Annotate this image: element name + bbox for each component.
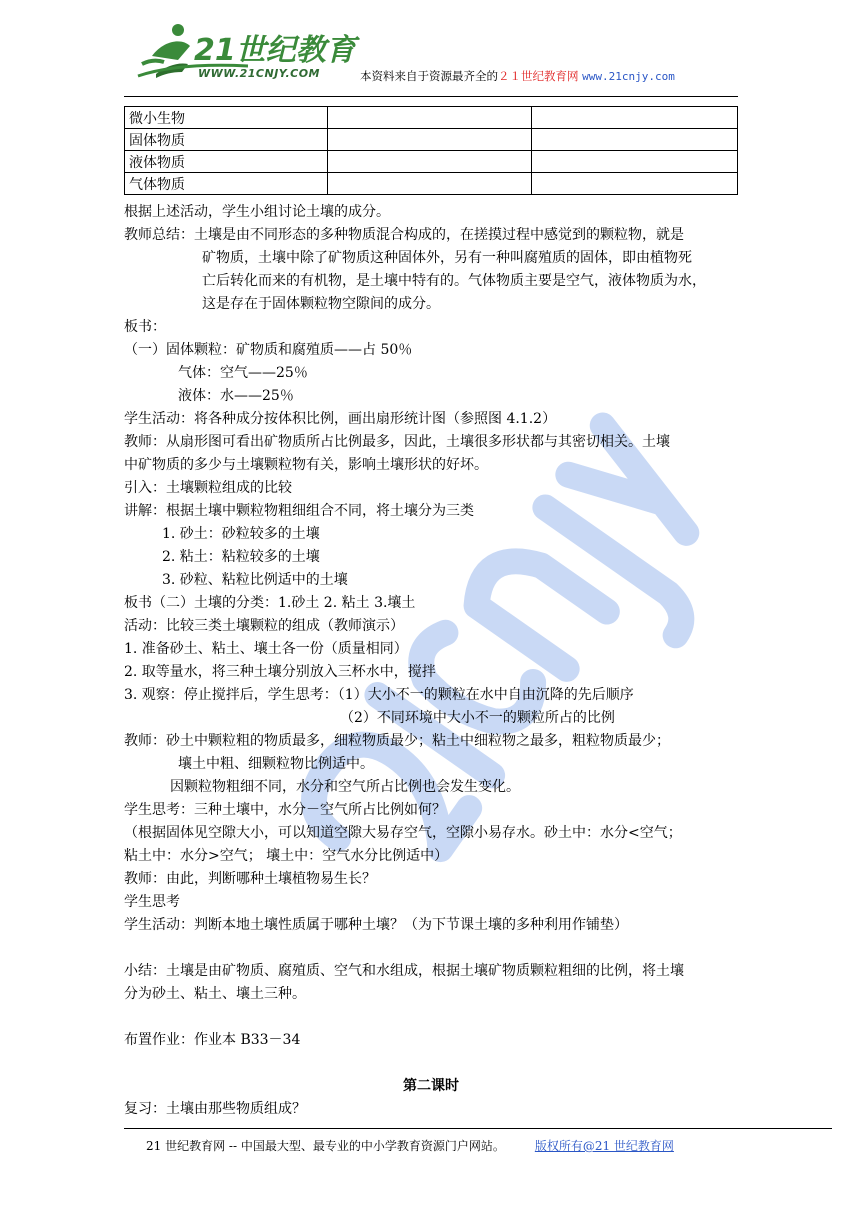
paragraph-line: 活动：比较三类土壤颗粒的组成（教师演示） [124,618,404,634]
page-footer [146,1137,674,1154]
page-header [0,0,860,100]
header-divider [124,96,738,97]
paragraph-line: 气体：空气——25％ [178,365,308,381]
list-item: 3. 砂粒、粘粒比例适中的土壤 [162,572,348,588]
paragraph-line: 亡后转化而来的有机物，是土壤中特有的。气体物质主要是空气，液体物质为水， [202,273,706,289]
paragraph-line: 引入：土壤颗粒组成的比较 [124,480,292,496]
table-cell: 液体物质 [125,151,328,173]
list-item: 3. 观察：停止搅拌后，学生思考：（1）大小不一的颗粒在水中自由沉降的先后顺序 [124,687,634,703]
list-item: 1. 砂土：砂粒较多的土壤 [162,526,320,542]
table-row [125,129,738,151]
paragraph-line: （一）固体颗粒：矿物质和腐殖质——占 50％ [124,342,413,358]
table-row [125,151,738,173]
paragraph-line: 学生思考：三种土壤中，水分－空气所占比例如何？ [124,802,446,818]
table-cell: 气体物质 [125,173,328,195]
paragraph-line: 教师：从扇形图可看出矿物质所占比例最多，因此，土壤很多形状都与其密切相关。土壤 [124,434,670,450]
source-prefix: 本资料来自于资源最齐全的 [360,69,498,83]
table-cell: 固体物质 [125,129,328,151]
paragraph-line: 教师：砂土中颗粒粗的物质最多，细粒物质最少；粘土中细粒物之最多，粗粒物质最少； [124,733,670,749]
table-cell: 微小生物 [125,107,328,129]
paragraph-line: 布置作业：作业本 B33－34 [124,1032,301,1048]
paragraph-line: 学生活动：判断本地土壤性质属于哪种土壤？（为下节课土壤的多种利用作铺垫） [124,917,628,933]
logo-site-url: WWW.21CNJY.COM [198,67,320,80]
paragraph-line: （根据固体见空隙大小，可以知道空隙大易存空气，空隙小易存水。砂土中：水分<空气； [124,825,682,841]
paragraph-line: 因颗粒物粗细不同，水分和空气所占比例也会发生变化。 [170,779,520,795]
paragraph-line: 学生活动：将各种成分按体积比例，画出扇形统计图（参照图 4.1.2） [124,411,557,427]
paragraph-line: 这是存在于固体颗粒物空隙间的成分。 [202,296,440,312]
table-row [125,107,738,129]
paragraph-line: 讲解：根据土壤中颗粒物粗细组合不同，将土壤分为三类 [124,503,474,519]
paragraph-line: 小结：土壤是由矿物质、腐殖质、空气和水组成，根据土壤矿物质颗粒粗细的比例，将土壤 [124,963,684,979]
paragraph-line: 液体：水——25％ [178,388,294,404]
table-cell [532,129,738,151]
site-logo[interactable] [138,20,356,86]
table-cell [328,151,532,173]
list-item: 1. 准备砂土、粘土、壤土各一份（质量相同） [124,641,408,657]
table-cell [532,151,738,173]
paragraph-line: （2）不同环境中大小不一的颗粒所占的比例 [340,710,615,726]
footer-text: 21 世纪教育网 -- 中国最大型、最专业的中小学教育资源门户网站。 [146,1139,505,1153]
paragraph-line: 板书（二）土壤的分类：1.砂土 2. 粘土 3.壤土 [124,595,416,611]
footer-divider [124,1128,832,1129]
source-site-name: ２１世纪教育网 [498,69,579,83]
table-row [125,173,738,195]
source-notice [360,68,675,84]
list-item: 2. 取等量水，将三种土壤分别放入三杯水中，搅拌 [124,664,436,680]
table-cell [328,129,532,151]
paragraph-line: 分为砂土、粘土、壤土三种。 [124,986,306,1002]
table-cell [532,107,738,129]
source-url-link[interactable]: www.21cnjy.com [582,70,675,83]
list-item: 2. 粘土：粘粒较多的土壤 [162,549,320,565]
paragraph-line: 板书： [124,319,166,335]
logo-text: 21世纪教育 [194,33,356,68]
paragraph-line: 粘土中：水分>空气； 壤土中：空气水分比例适中） [124,848,449,864]
section-heading: 第二课时 [403,1078,459,1094]
paragraph-line: 矿物质，土壤中除了矿物质这种固体外，另有一种叫腐殖质的固体，即由植物死 [202,250,692,266]
table-cell [328,107,532,129]
table-cell [532,173,738,195]
paragraph-line: 复习：土壤由那些物质组成？ [124,1101,306,1117]
paragraph-line: 学生思考 [124,894,180,910]
materials-table [124,106,738,195]
paragraph-line: 教师：由此，判断哪种土壤植物易生长？ [124,871,376,887]
paragraph-line: 中矿物质的多少与土壤颗粒物有关，影响土壤形状的好坏。 [124,457,488,473]
copyright-link[interactable]: 版权所有@21 世纪教育网 [534,1139,674,1153]
paragraph-line: 教师总结：土壤是由不同形态的多种物质混合构成的，在搓摸过程中感觉到的颗粒物，就是 [124,227,684,243]
paragraph-line: 根据上述活动，学生小组讨论土壤的成分。 [124,204,390,220]
paragraph-line: 壤土中粗、细颗粒物比例适中。 [178,756,374,772]
table-cell [328,173,532,195]
